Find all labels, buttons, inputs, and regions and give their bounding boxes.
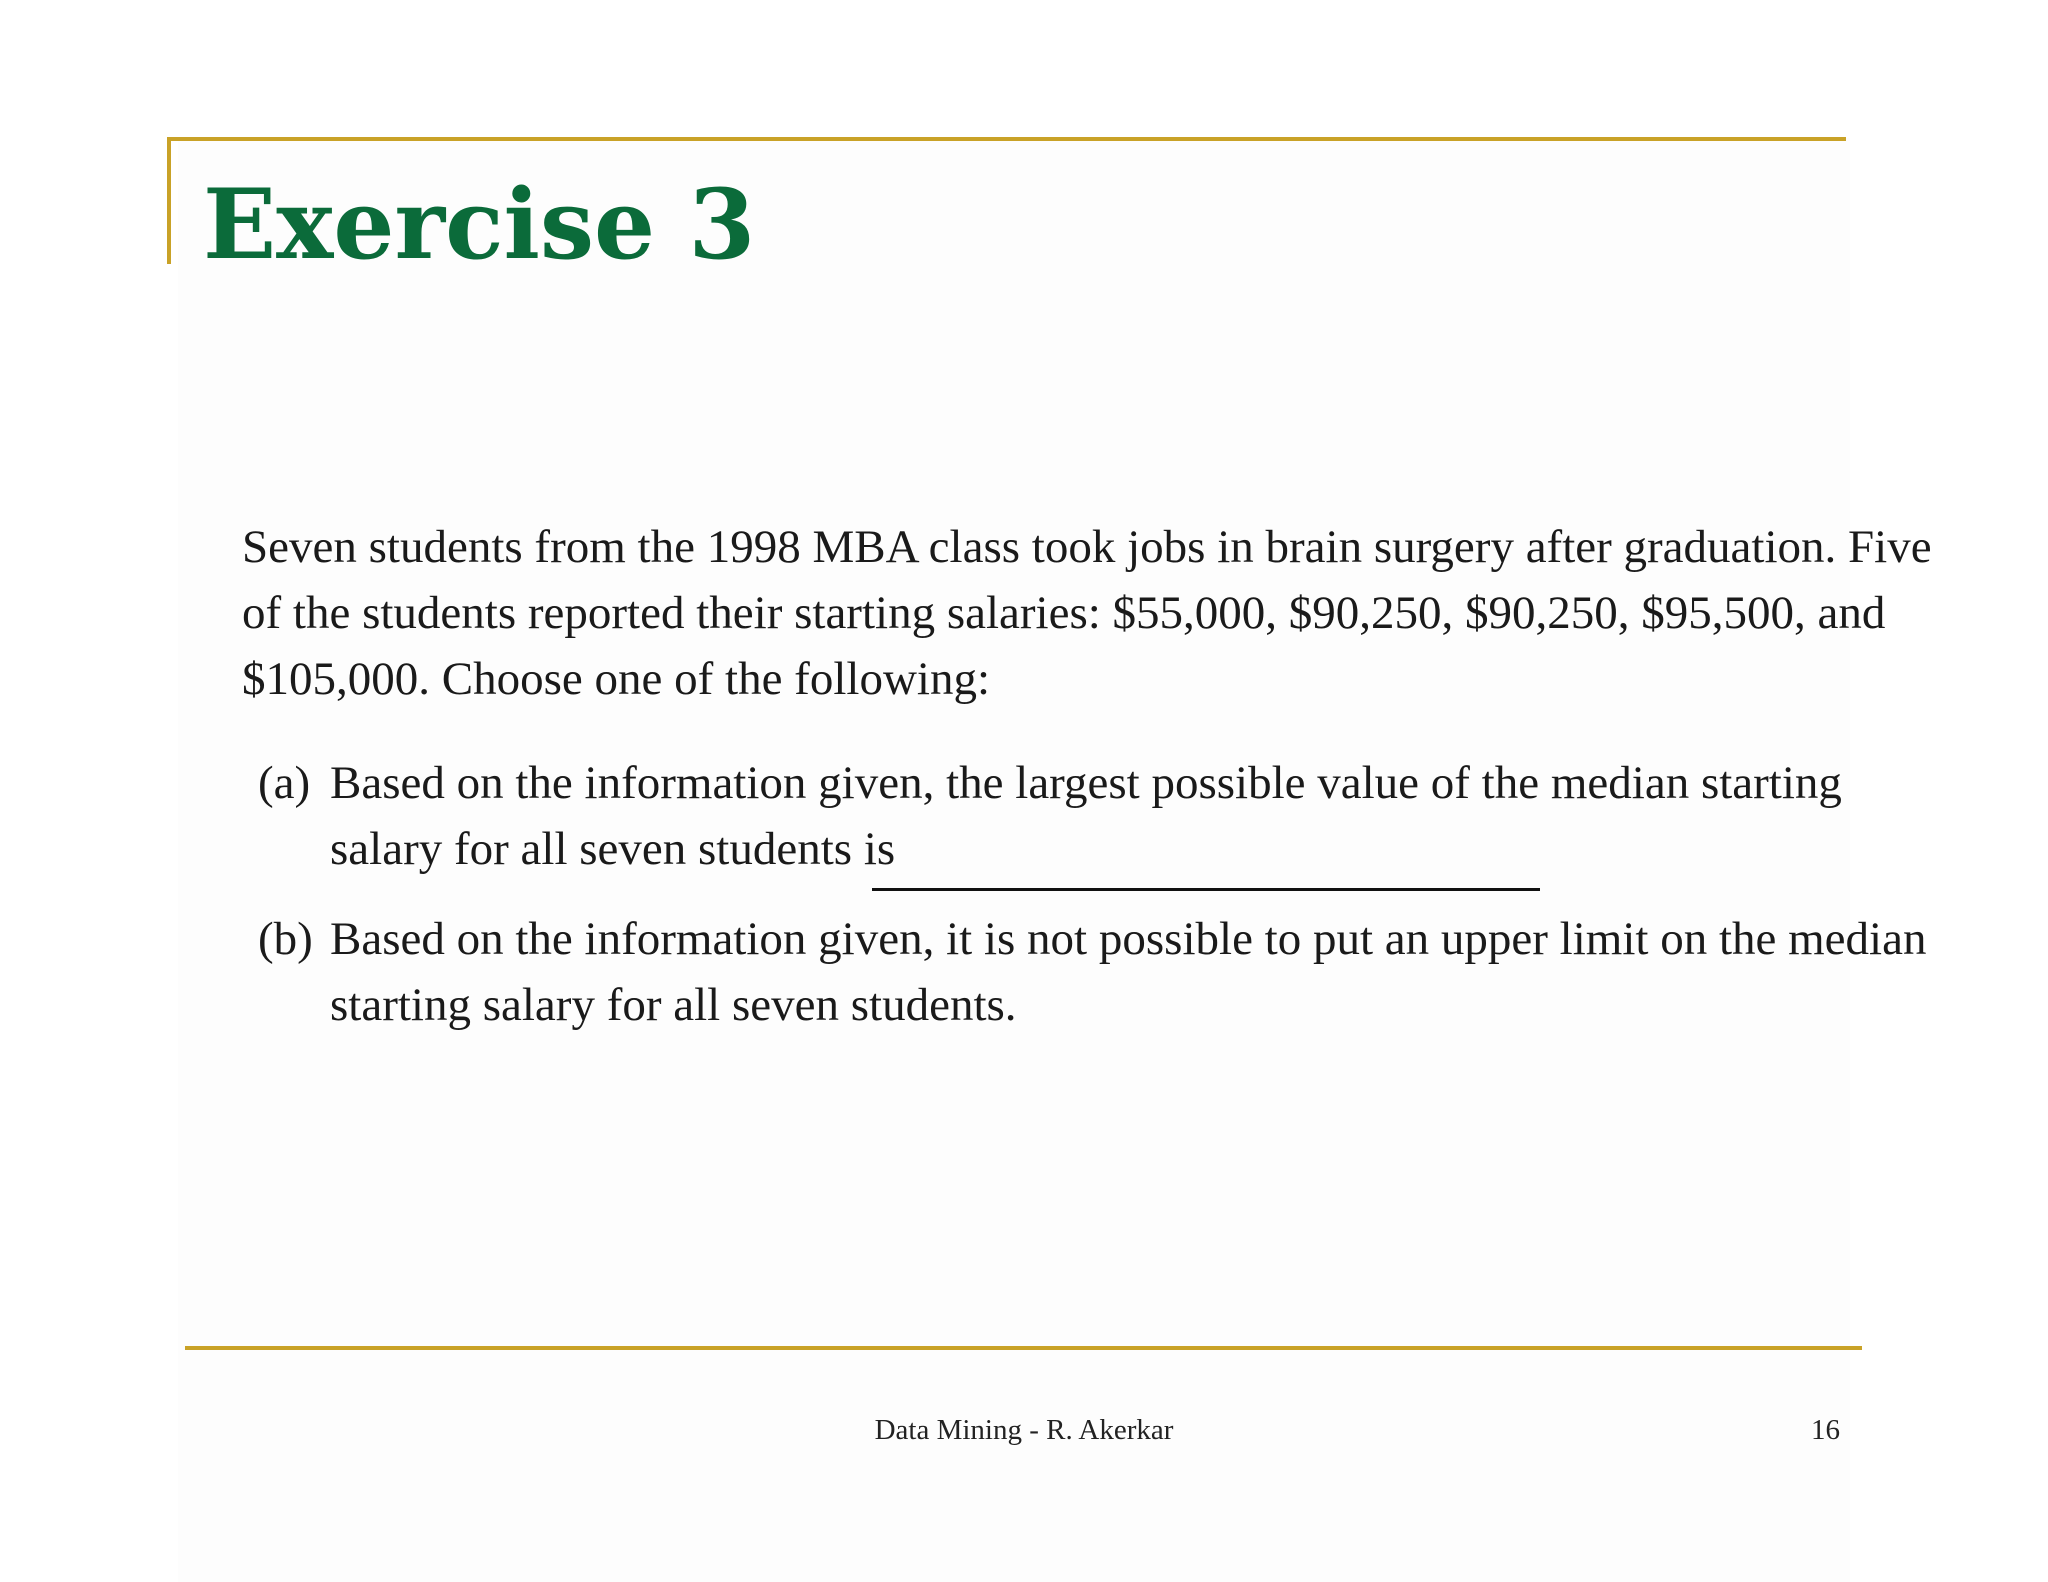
option-line: starting salary for all seven students.: [330, 979, 1017, 1031]
footer-rule: [185, 1346, 1862, 1350]
option-line: salary for all seven students is: [330, 823, 896, 875]
option-a-marker: (a): [258, 757, 311, 809]
problem-statement: [242, 514, 1932, 712]
option-a: [258, 750, 1842, 882]
option-b-text: [330, 906, 1927, 1038]
problem-line: Seven students from the 1998 MBA class took jobs in brain surgery after graduation. Five: [242, 521, 1932, 573]
option-a-text: [330, 750, 1842, 882]
option-b-marker: (b): [258, 913, 313, 965]
problem-line: $105,000. Choose one of the following:: [242, 653, 991, 705]
option-line: Based on the information given, the largest possible value of the median starting: [330, 757, 1842, 809]
page-number: 16: [1811, 1414, 1840, 1446]
option-b: [258, 906, 1927, 1038]
answer-blank-line: [872, 888, 1540, 891]
option-line: Based on the information given, it is not possible to put an upper limit on the median: [330, 913, 1927, 965]
title-top-rule: [167, 137, 1846, 141]
problem-line: of the students reported their starting salaries: $55,000, $90,250, $90,250, $95,500, and: [242, 587, 1886, 639]
title-left-rule: [167, 137, 171, 264]
slide-title: Exercise 3: [203, 168, 756, 281]
footer-credit: Data Mining - R. Akerkar: [874, 1414, 1174, 1446]
